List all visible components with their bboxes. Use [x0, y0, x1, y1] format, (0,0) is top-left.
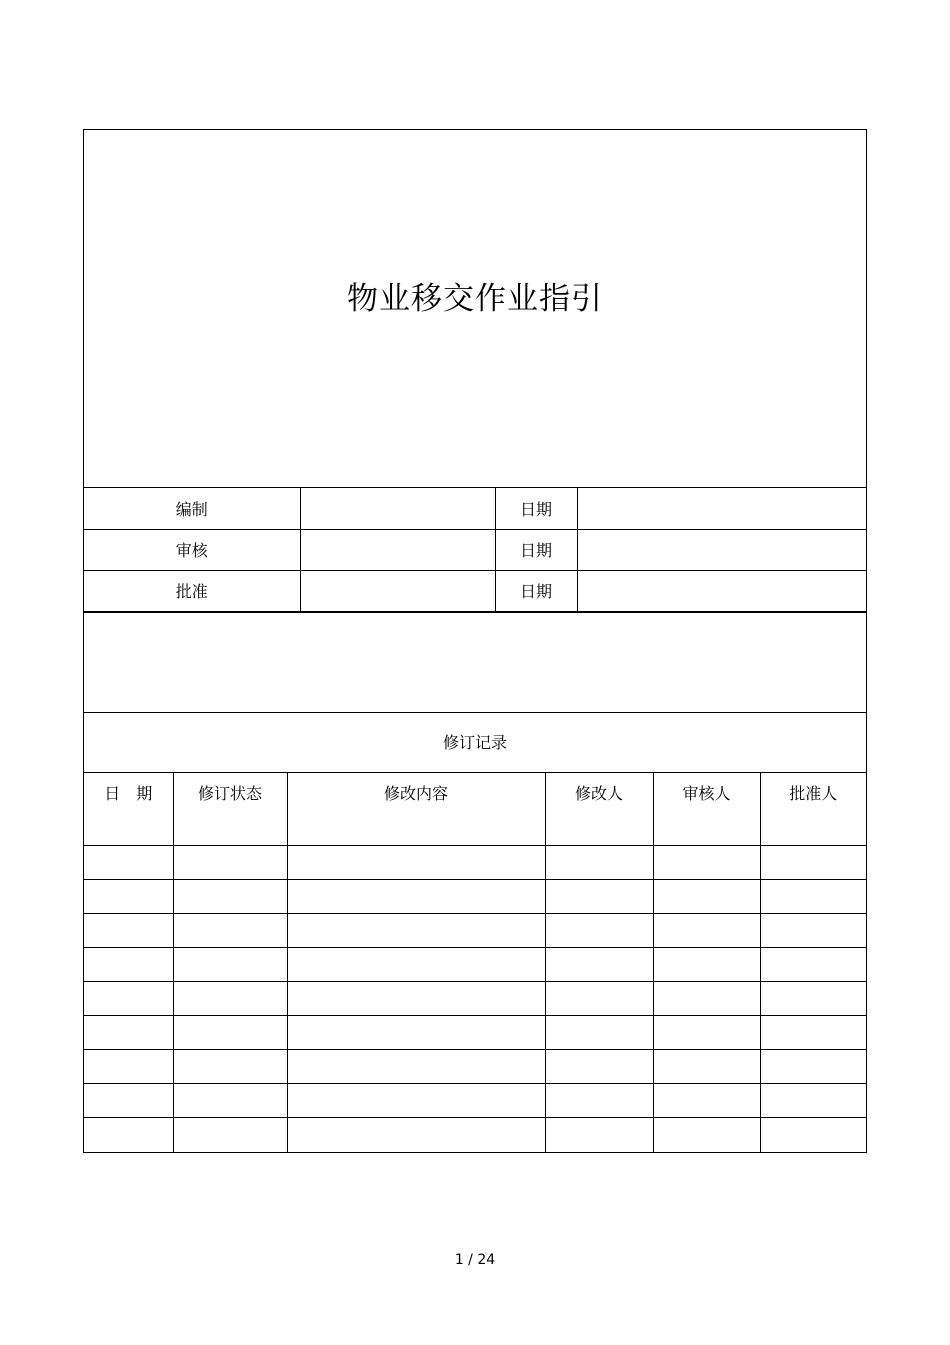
status-cell: [173, 1016, 287, 1050]
date-label: 日期: [495, 488, 577, 529]
modifier-cell: [545, 880, 653, 914]
date-cell: [84, 1050, 173, 1084]
date-cell: [84, 1118, 173, 1152]
column-header-content: 修改内容: [287, 773, 545, 812]
reviewer-cell: [653, 880, 760, 914]
approver-cell: [760, 880, 866, 914]
status-cell: [173, 812, 287, 846]
modifier-cell: [545, 1084, 653, 1118]
date-cell: [84, 982, 173, 1016]
reviewer-cell: [653, 1118, 760, 1152]
date-cell: [84, 812, 173, 846]
role-label: 审核: [84, 529, 300, 570]
document-title: 物业移交作业指引: [347, 281, 603, 317]
revision-table: [84, 773, 866, 1152]
date-label: 日期: [495, 529, 577, 570]
date-cell: [84, 880, 173, 914]
modifier-cell: [545, 982, 653, 1016]
column-header-reviewer: 审核人: [653, 773, 760, 812]
revision-row: [84, 1118, 866, 1152]
reviewer-cell: [653, 846, 760, 880]
modifier-cell: [545, 948, 653, 982]
modifier-cell: [545, 1118, 653, 1152]
content-cell: [287, 982, 545, 1016]
content-cell: [287, 914, 545, 948]
date-cell: [577, 488, 866, 529]
content-cell: [287, 1084, 545, 1118]
content-cell: [287, 1050, 545, 1084]
approver-cell: [760, 1016, 866, 1050]
name-cell: [300, 570, 495, 611]
status-cell: [173, 914, 287, 948]
column-header-status: 修订状态: [173, 773, 287, 812]
revision-row: [84, 982, 866, 1016]
approver-cell: [760, 812, 866, 846]
modifier-cell: [545, 1016, 653, 1050]
sign-off-row: [84, 488, 866, 529]
sign-off-row: [84, 529, 866, 570]
column-header-approver: 批准人: [760, 773, 866, 812]
reviewer-cell: [653, 1050, 760, 1084]
revision-row: [84, 812, 866, 846]
revision-body: [84, 812, 866, 1152]
approver-cell: [760, 1084, 866, 1118]
reviewer-cell: [653, 982, 760, 1016]
name-cell: [300, 488, 495, 529]
approver-cell: [760, 1050, 866, 1084]
date-cell: [84, 914, 173, 948]
date-cell: [84, 948, 173, 982]
role-label: 批准: [84, 570, 300, 611]
approver-cell: [760, 948, 866, 982]
reviewer-cell: [653, 914, 760, 948]
date-cell: [577, 529, 866, 570]
sign-off-row: [84, 570, 866, 611]
reviewer-cell: [653, 812, 760, 846]
date-cell: [84, 1084, 173, 1118]
revision-row: [84, 880, 866, 914]
page-number: 1 / 24: [454, 1252, 496, 1268]
date-cell: [84, 846, 173, 880]
content-cell: [287, 1016, 545, 1050]
revision-row: [84, 948, 866, 982]
modifier-cell: [545, 914, 653, 948]
status-cell: [173, 1118, 287, 1152]
status-cell: [173, 1050, 287, 1084]
revision-row: [84, 1016, 866, 1050]
date-label: 日期: [495, 570, 577, 611]
name-cell: [300, 529, 495, 570]
modifier-cell: [545, 812, 653, 846]
date-cell: [577, 570, 866, 611]
status-cell: [173, 846, 287, 880]
status-cell: [173, 948, 287, 982]
title-area: [84, 130, 866, 488]
modifier-cell: [545, 1050, 653, 1084]
content-cell: [287, 948, 545, 982]
approver-cell: [760, 846, 866, 880]
reviewer-cell: [653, 1084, 760, 1118]
status-cell: [173, 1084, 287, 1118]
content-cell: [287, 812, 545, 846]
sign-off-table: [84, 488, 866, 612]
content-cell: [287, 846, 545, 880]
date-cell: [84, 1016, 173, 1050]
approver-cell: [760, 982, 866, 1016]
status-cell: [173, 880, 287, 914]
reviewer-cell: [653, 1016, 760, 1050]
revision-row: [84, 1050, 866, 1084]
revision-heading: 修订记录: [84, 713, 866, 773]
reviewer-cell: [653, 948, 760, 982]
modifier-cell: [545, 846, 653, 880]
column-header-date: 日 期: [84, 773, 173, 812]
content-cell: [287, 880, 545, 914]
revision-row: [84, 914, 866, 948]
revision-header-row: [84, 773, 866, 812]
blank-section: [84, 612, 866, 713]
document-frame: [83, 129, 867, 1153]
content-cell: [287, 1118, 545, 1152]
approver-cell: [760, 914, 866, 948]
column-header-modifier: 修改人: [545, 773, 653, 812]
revision-row: [84, 1084, 866, 1118]
revision-row: [84, 846, 866, 880]
role-label: 编制: [84, 488, 300, 529]
approver-cell: [760, 1118, 866, 1152]
status-cell: [173, 982, 287, 1016]
